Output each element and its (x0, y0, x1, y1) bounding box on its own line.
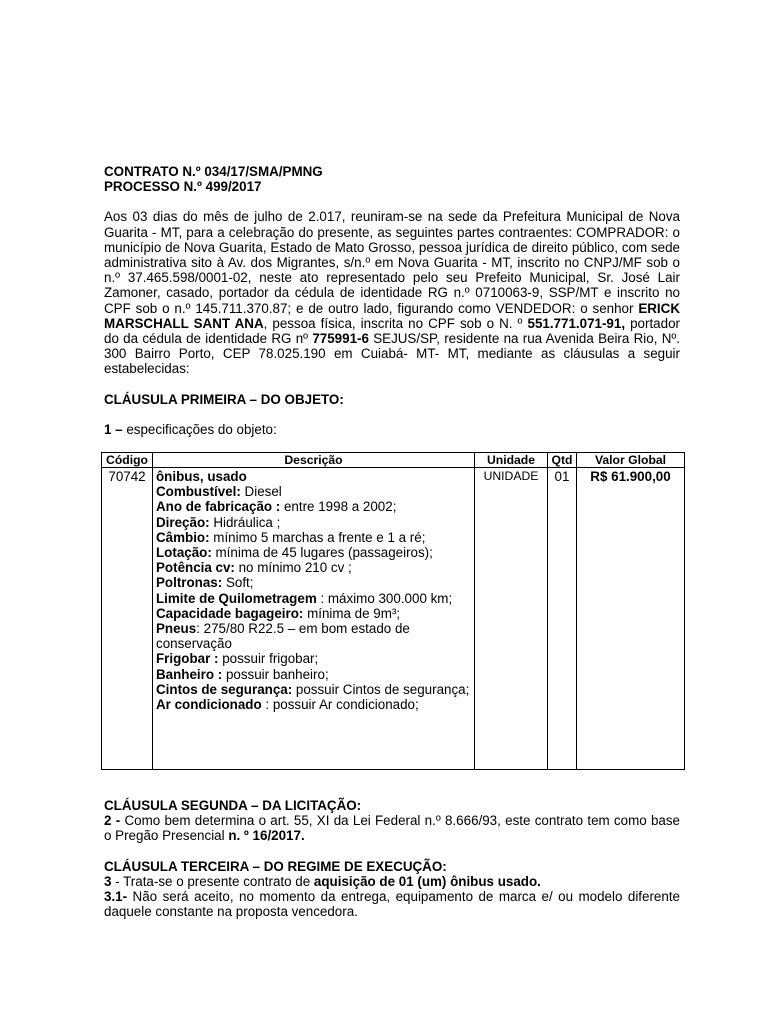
clause3-sub: 3.1- Não será aceito, no momento da entrega, equipamento de marca e/ ou modelo diferente daquele constante na proposta vencedora. (104, 889, 680, 920)
header-qty: Qtd (548, 453, 577, 468)
table-row (102, 468, 685, 770)
spec-text: Hidráulica ; (209, 514, 281, 530)
object-table (101, 452, 685, 770)
clause2-text: 2 - Como bem determina o art. 55, XI da Lei Federal n.º 8.666/93, este contrato tem como base o Pregão Presencial n. º 16/2017. (104, 813, 680, 844)
spec-line (156, 651, 471, 666)
spec-line (156, 484, 471, 499)
spec-text: mínima de 9m³; (303, 605, 401, 621)
cell-qty: 01 (548, 468, 577, 770)
spec-label: Lotação: (156, 545, 212, 561)
spec-label: Frigobar : (156, 651, 219, 667)
spec-line (156, 591, 471, 606)
spec-label: Direção: (156, 514, 210, 530)
intro-paragraph: Aos 03 dias do mês de julho de 2.017, reuniram-se na sede da Prefeitura Municipal de Nova Guarita - MT, para a celebração do presente, as seguintes partes contraentes: COMPRADOR: o município de Nova Guarita, Estado de Mato Grosso, pessoa jurídica de direito público, com sede administrativa sito à Av. dos Migrantes, s/n.º em Nova Guarita - MT, inscrito no CNPJ/MF sob o n.º 37.465.598/0001-02, neste ato representado pelo seu Prefeito Municipal, Sr. José Lair Zamoner, casado, portador da cédula de identidade RG n.º 0710063-9, SSP/MT e inscrito no CPF sob o n.º 145.711.370.87; e de outro lado, figurando como VENDEDOR: o senhor ERICK MARSCHALL SANT ANA, pessoa física, inscrita no CPF sob o N. º 551.771.071-91, portador do da cédula de identidade RG nº 775991-6 SEJUS/SP, residente na rua Avenida Beira Rio, Nº. 300 Bairro Porto, CEP 78.025.190 em Cuiabá- MT- MT, mediante as cláusulas a seguir estabelecidas: (104, 209, 680, 377)
spec-text: mínima de 45 lugares (passageiros); (211, 545, 433, 561)
spec-label: Potência cv: (156, 560, 235, 576)
clause3-title: CLÁUSULA TERCEIRA – DO REGIME DE EXECUÇÃO: (104, 858, 447, 874)
table-header-row (102, 453, 685, 468)
contract-page (104, 164, 680, 919)
spec-label: Ano de fabricação : (156, 499, 281, 515)
spec-line (156, 606, 471, 621)
clause3-text: 3 - Trata-se o presente contrato de aquisição de 01 (um) ônibus usado. (104, 873, 541, 889)
spec-label: Pneus (156, 621, 197, 637)
spec-line (156, 499, 471, 514)
contract-number: CONTRATO N.º 034/17/SMA/PMNG (104, 164, 323, 179)
seller-cpf: 551.771.071-91, (527, 315, 626, 331)
spec-label: Poltronas: (156, 575, 223, 591)
seller-rg: 775991-6 (312, 331, 369, 347)
spec-line (156, 621, 471, 651)
cell-code: 70742 (102, 468, 153, 770)
spec-label: Ar condicionado (156, 697, 262, 713)
spec-text: : possuir Ar condicionado; (261, 697, 419, 713)
clause2-title: CLÁUSULA SEGUNDA – DA LICITAÇÃO: (104, 798, 362, 814)
cell-value: R$ 61.900,00 (577, 468, 685, 770)
clause1-title: CLÁUSULA PRIMEIRA – DO OBJETO: (104, 391, 344, 407)
spec-line (156, 575, 471, 590)
spec-line (156, 697, 471, 712)
spec-text: possuir Cintos de segurança; (292, 681, 470, 697)
spec-line (156, 682, 471, 697)
spec-text: possuir banheiro; (222, 666, 329, 682)
spec-line (156, 515, 471, 530)
spec-text: possuir frigobar; (218, 651, 319, 667)
spec-line (156, 560, 471, 575)
spec-text: entre 1998 a 2002; (280, 499, 397, 515)
header-unit: Unidade (475, 453, 548, 468)
cell-unit: UNIDADE (475, 468, 548, 770)
clause1-item: 1 – especificações do objeto: (104, 421, 277, 437)
spec-line (156, 545, 471, 560)
spec-line (156, 667, 471, 682)
spec-line (156, 530, 471, 545)
header-code: Código (102, 453, 153, 468)
spec-text: Soft; (222, 575, 254, 591)
cell-description (153, 468, 475, 770)
item-title: ônibus, usado (156, 469, 247, 485)
spec-list (156, 484, 471, 712)
header-description: Descrição (153, 453, 475, 468)
seller-name: ERICK MARSCHALL SANT ANA (104, 300, 680, 331)
process-number: PROCESSO N.º 499/2017 (104, 179, 262, 195)
spec-text: : 275/80 R22.5 – em bom estado de conservação (156, 621, 410, 652)
spec-text: Diesel (240, 484, 282, 500)
spec-label: Combustível: (156, 484, 241, 500)
spec-label: Cintos de segurança: (156, 681, 293, 697)
spec-text: : máximo 300.000 km; (316, 590, 453, 606)
spec-label: Limite de Quilometragem (156, 590, 317, 606)
spec-label: Câmbio: (156, 529, 210, 545)
spec-label: Banheiro : (156, 666, 223, 682)
header-value: Valor Global (577, 453, 685, 468)
spec-label: Capacidade bagageiro: (156, 605, 304, 621)
spec-text: no mínimo 210 cv ; (234, 560, 352, 576)
spec-text: mínimo 5 marchas a frente e 1 a ré; (209, 529, 426, 545)
